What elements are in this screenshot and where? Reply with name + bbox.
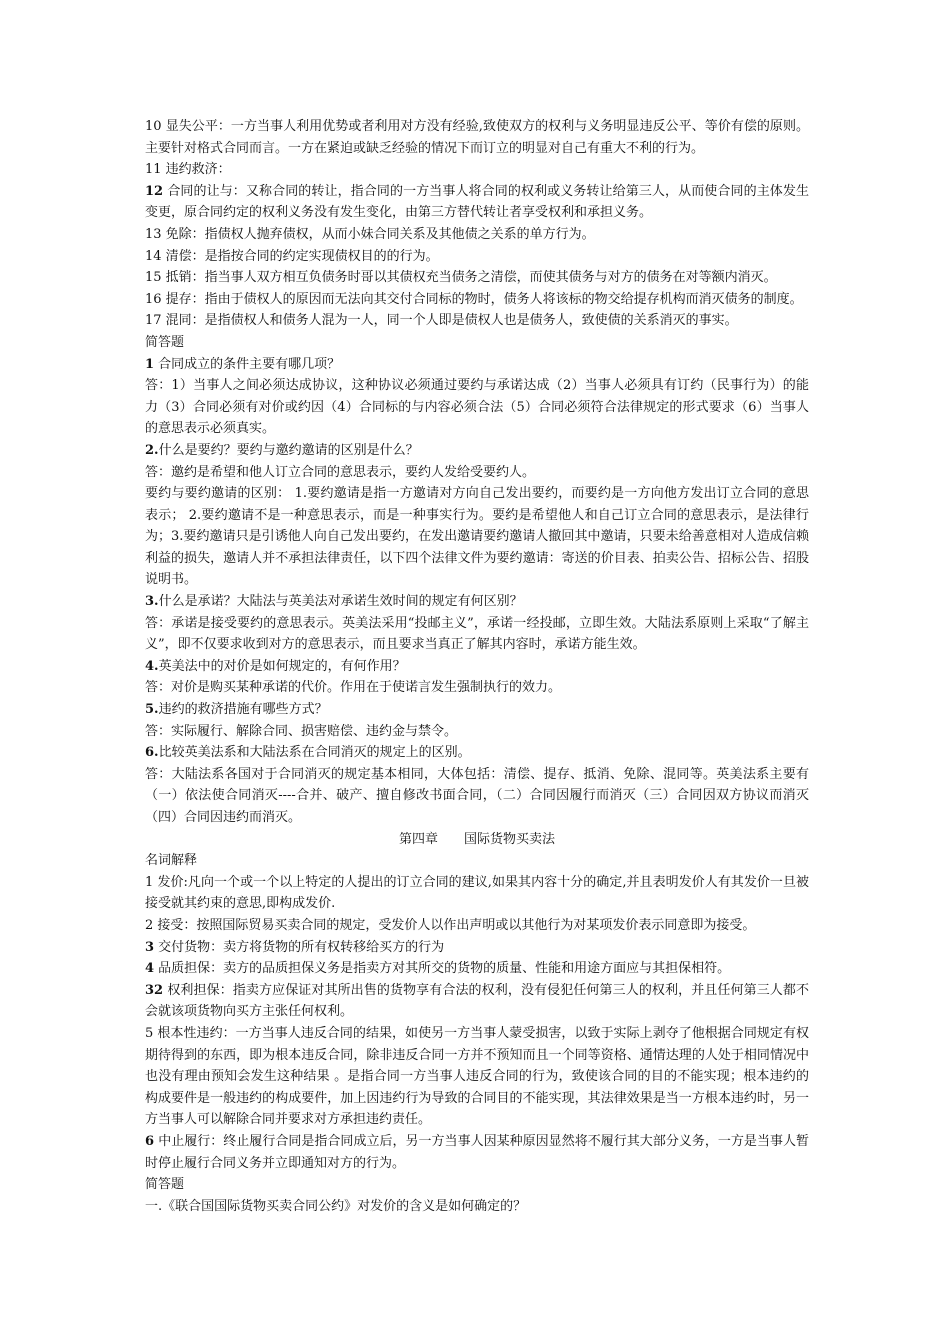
term-16-deposit: 16 提存：指由于债权人的原因而无法向其交付合同标的物时，债务人将该标的物交给提存机构而消灭债务的制度。 — [145, 291, 803, 307]
term-12-assignment: 12 合同的让与：又称合同的转让，指合同的一方当事人将合同的权利或义务转让给第三人，从而使合同的主体发生变更，原合同约定的权利义务没有发生变化，由第三方替代转让者享受权利和承担义务。 — [145, 183, 809, 221]
question-1: 1 合同成立的条件主要有哪几项？ — [145, 356, 341, 372]
term-13-release: 13 免除：指债权人抛弃债权，从而小妹合同关系及其他债之关系的单方行为。 — [145, 226, 595, 242]
term-17-merger: 17 混同：是指债权人和债务人混为一人，同一个人即是债权人也是债务人，致使债的关系消灭的事实。 — [145, 313, 738, 329]
section-heading-terms: 名词解释 — [145, 853, 198, 869]
answer-1: 答：1）当事人之间必须达成协议，这种协议必须通过要约与承诺达成（2）当事人必须具有订约（民事行为）的能力（3）合同必须有对价或约因（4）合同标的与内容必须合法（5）合同必须符合法律规定的形式要求（6）当事人的意思表示必须真实。 — [145, 378, 809, 437]
answer-2a: 答：邀约是希望和他人订立合同的意思表示，要约人发给受要约人。 — [145, 464, 536, 480]
section-heading-short-answer-2: 简答题 — [145, 1177, 185, 1193]
chapter-label: 第四章 — [398, 831, 438, 847]
answer-2b: 要约与要约邀请的区别： 1.要约邀请是指一方邀请对方向自己发出要约，而要约是一方向他方发出订立合同的意思表示； 2.要约邀请不是一种意思表示，而是一种事实行为。要约是希望他人和自己订立合同的意思表示，是法律行为；3.要约邀请只是引诱他人向自己发出要约，在发出邀请要约邀请人撤回其中邀请，只要未给善意相对人造成信赖利益的损失，邀请人并不承担法律责任，以下四个法律文件为要约邀请：寄送的价目表、拍卖公告、招标公告、招股说明书。 — [145, 486, 809, 588]
term-32-title-warranty: 32 权利担保：指卖方应保证对其所出售的货物享有合法的权利，没有侵犯任何第三人的权利，并且任何第三人都不会就该项货物向买方主张任何权利。 — [145, 982, 809, 1020]
chapter-heading — [145, 829, 809, 851]
term-11-remedy: 11 违约救济： — [145, 162, 231, 178]
term-6-suspension: 6 中止履行：终止履行合同是指合同成立后，另一方当事人因某种原因显然将不履行其大部分义务，一方是当事人暂时停止履行合同义务并立即通知对方的行为。 — [145, 1133, 809, 1171]
term-15-setoff: 15 抵销：指当事人双方相互负债务时哥以其债权充当债务之清偿，而使其债务与对方的债务在对等额内消灭。 — [145, 270, 777, 286]
term-3-delivery: 3 交付货物：卖方将货物的所有权转移给买方的行为 — [145, 939, 445, 955]
term-10-obvious-unfairness: 10 显失公平：一方当事人利用优势或者利用对方没有经验,致使双方的权利与义务明显违反公平、等价有偿的原则。主要针对格式合同而言。一方在紧迫或缺乏经验的情况下而订立的明显对自己有重大不利的行为。 — [145, 119, 809, 156]
term-14-performance: 14 清偿：是指按合同的约定实现债权目的的行为。 — [145, 248, 439, 264]
term-4-quality-warranty: 4 品质担保：卖方的品质担保义务是指卖方对其所交的货物的质量、性能和用途方面应与其担保相符。 — [145, 961, 731, 977]
question-cisg-offer: 一.《联合国国际货物买卖合同公约》对发价的含义是如何确定的？ — [145, 1198, 527, 1214]
term-2-acceptance: 2 接受：按照国际贸易买卖合同的规定，受发价人以作出声明或以其他行为对某项发价表示同意即为接受。 — [145, 917, 756, 933]
term-5-fundamental-breach: 5 根本性违约：一方当事人违反合同的结果，如使另一方当事人蒙受损害，以致于实际上剥夺了他根据合同规定有权期待得到的东西，即为根本违反合同，除非违反合同一方并不预知而且一个同等资格、通情达理的人处于相同情况中也没有理由预知会发生这种结果 。是指合同一方当事人违反合同的行为，致使该合同的目的不能实现；根本违约的构成要件是一般违约的构成要件，加上因违约行为导致的合同目的不能实现，其法律效果是当一方根本违约时，另一方当事人可以解除合同并要求对方承担违约责任。 — [145, 1025, 809, 1128]
term-1-offer: 1 发价:凡向一个或一个以上特定的人提出的订立合同的建议,如果其内容十分的确定,并且表明发价人有其发价一旦被接受就其约束的意思,即构成发价. — [145, 874, 809, 912]
document-page — [145, 116, 809, 1217]
answer-5: 答：实际履行、解除合同、损害赔偿、违约金与禁令。 — [145, 723, 458, 739]
section-heading-short-answer: 简答题 — [145, 334, 185, 350]
chapter-title: 国际货物买卖法 — [464, 831, 556, 847]
answer-6: 答：大陆法系各国对于合同消灭的规定基本相同，大体包括：清偿、提存、抵消、免除、混同等。英美法系主要有（一）依法使合同消灭----合并、破产、擅自修改书面合同，（二）合同因履行而消灭（三）合同因双方协议而消灭（四）合同因违约而消灭。 — [145, 766, 809, 825]
question-3: 3.什么是承诺？大陆法与英美法对承诺生效时间的规定有何区别？ — [145, 594, 523, 610]
question-2: 2.什么是要约？要约与邀约邀请的区别是什么？ — [145, 442, 419, 458]
question-5: 5.违约的救济措施有哪些方式？ — [145, 702, 328, 718]
answer-4: 答：对价是购买某种承诺的代价。作用在于使诺言发生强制执行的效力。 — [145, 680, 562, 696]
answer-3: 答：承诺是接受要约的意思表示。英美法采用“投邮主义”，承诺一经投邮，立即生效。大陆法系原则上采取“了解主义”，即不仅要求收到对方的意思表示，而且要求当真正了解其内容时，承诺方能生效。 — [145, 615, 809, 653]
question-4: 4.英美法中的对价是如何规定的，有何作用？ — [145, 658, 406, 674]
question-6: 6.比较英美法系和大陆法系在合同消灭的规定上的区别。 — [145, 745, 471, 761]
